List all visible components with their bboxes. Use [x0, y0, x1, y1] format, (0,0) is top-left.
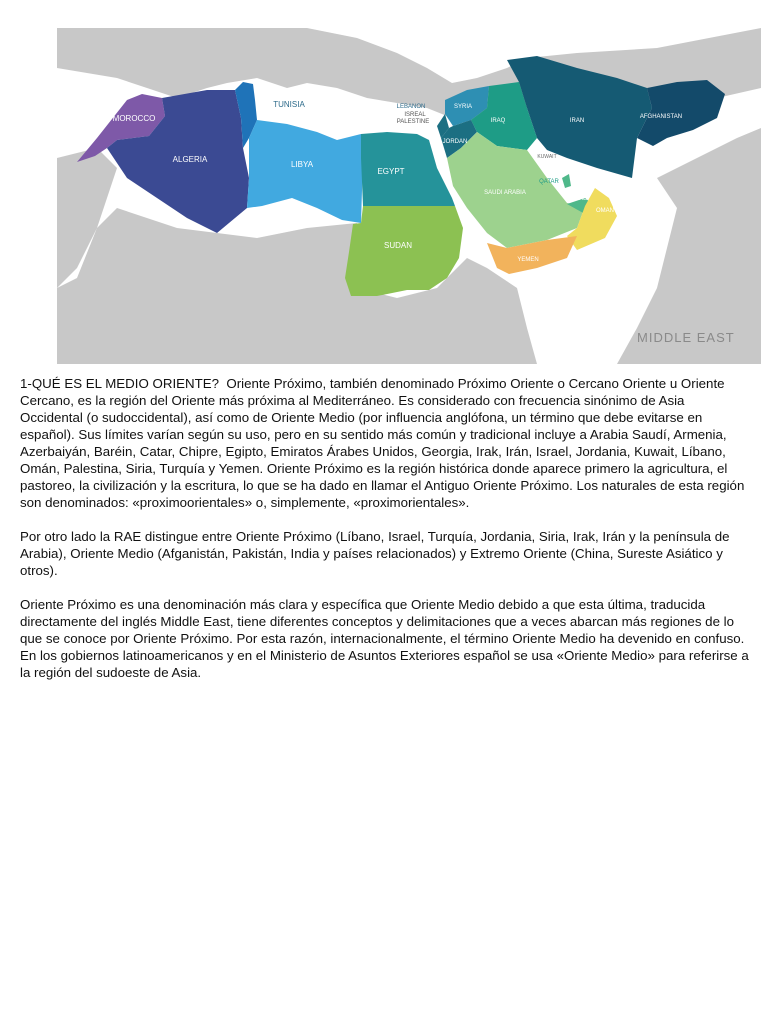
label-kuwait: KUWAIT	[537, 154, 557, 160]
label-oman: OMAN	[596, 208, 614, 214]
map-title: MIDDLE EAST	[637, 330, 735, 345]
paragraph-rae-distinction: Por otro lado la RAE distingue entre Oriente Próximo (Líbano, Israel, Turquía, Jordania, Siria, Irak, Irán y la península de Arabia), Oriente Medio (Afganistán, Pakistán, India y países relacionados) y Extremo Oriente (China, Sureste Asiático y otros).	[20, 529, 730, 578]
label-syria: SYRIA	[453, 104, 473, 110]
paragraph-what-is-middle-east: 1-QUÉ ES EL MEDIO ORIENTE? Oriente Próximo, también denominado Próximo Oriente o Cercano Oriente u Oriente Cercano, es la región del Oriente más próxima al Mediterráneo. Es considerado con frecuencia sinónimo de Asia Occidental (o sudoccidental), así como de Oriente Medio (por influencia anglófona, un término que debe evitarse en español). Sus límites varían según su uso, pero en su sentido más común y tradicional incluye a Arabia Saudí, Armenia, Azerbaiyán, Baréin, Catar, Chipre, Egipto, Emiratos Árabes Unidos, Georgia, Irak, Irán, Israel, Jordania, Kuwait, Líbano, Omán, Palestina, Siria, Turquía y Yemen. Oriente Próximo es la región histórica donde aparece primero la agricultura, el pastoreo, la civilización y la escritura, lo que se ha dado en llamar el Antiguo Oriente Próximo. Los naturales de esta región son denominados: «proximoorientales» o, simplemente, «proximorientales».	[20, 376, 749, 510]
label-saudi-arabia: SAUDI ARABIA	[484, 190, 526, 196]
label-palestine: PALESTINE	[396, 119, 430, 125]
label-algeria: ALGERIA	[172, 155, 208, 164]
article-body	[20, 375, 750, 698]
label-yemen: YEMEN	[517, 257, 539, 263]
label-iraq: IRAQ	[490, 118, 506, 124]
map-canvas	[57, 28, 761, 364]
label-egypt: EGYPT	[377, 167, 405, 176]
label-uae: UAE	[574, 196, 588, 202]
label-afghanistan: AFGHANISTAN	[639, 114, 683, 120]
label-tunisia: TUNISIA	[273, 100, 305, 109]
middle-east-map	[57, 28, 761, 364]
paragraph-terminology: Oriente Próximo es una denominación más clara y específica que Oriente Medio debido a que esta última, traducida directamente del inglés Middle East, tiene diferentes conceptos y delimitaciones que a veces abarcan más regiones de lo que se conoce por Oriente Próximo. Por esta razón, internacionalmente, el término Oriente Medio ha devenido en confuso. En los gobiernos latinoamericanos y en el Ministerio de Asuntos Exteriores español se usa «Oriente Medio» para referirse a la región del sudoeste de Asia.	[20, 597, 749, 680]
label-israel: ISREAL	[404, 112, 426, 118]
label-jordan: JORDAN	[442, 139, 468, 145]
label-qatar: QATAR	[539, 179, 559, 185]
label-sudan: SUDAN	[383, 241, 413, 250]
label-morocco: MOROCCO	[112, 114, 156, 123]
label-lebanon: LEBANON	[396, 104, 426, 110]
label-libya: LIBYA	[290, 160, 314, 169]
label-iran: IRAN	[569, 118, 585, 124]
